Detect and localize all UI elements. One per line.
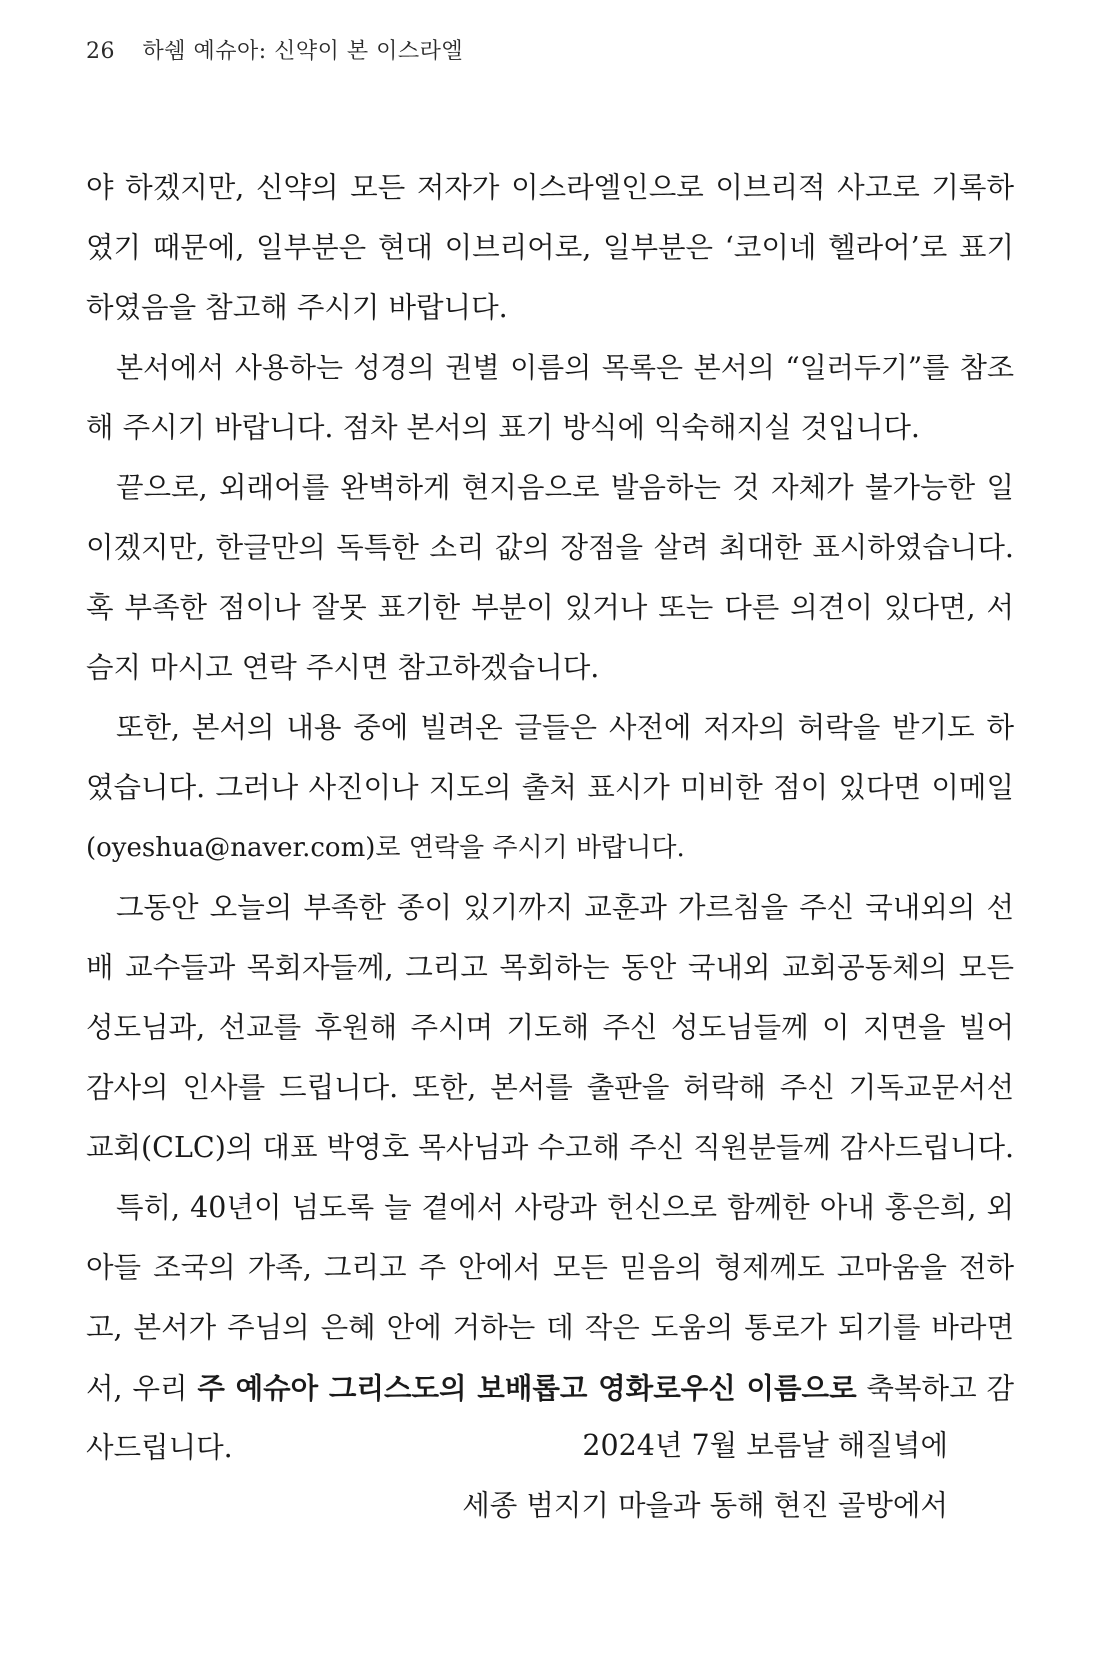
text-line: 혹 부족한 점이나 잘못 표기한 부분이 있거나 또는 다른 의견이 있다면, 서 xyxy=(86,591,1014,624)
signoff xyxy=(462,1416,948,1536)
text-line: 야 하겠지만, 신약의 모든 저자가 이스라엘인으로 이브리적 사고로 기록하 xyxy=(86,171,1014,204)
blessing-before: 서, 우리 xyxy=(86,1372,198,1405)
text-line: 본서에서 사용하는 성경의 권별 이름의 목록은 본서의 “일러두기”를 참조 xyxy=(116,351,1014,384)
text-line: 하였음을 참고해 주시기 바랍니다. xyxy=(86,291,508,324)
text-line: 슴지 마시고 연락 주시면 참고하겠습니다. xyxy=(86,651,600,684)
text-line: 성도님과, 선교를 후원해 주시며 기도해 주신 성도님들께 이 지면을 빌어 xyxy=(86,1011,1014,1044)
closing-line: 사드립니다. xyxy=(86,1431,233,1464)
text-line: 였기 때문에, 일부분은 현대 이브리어로, 일부분은 ‘코이네 헬라어’로 표기 xyxy=(86,231,1014,264)
body-text xyxy=(86,158,1014,1478)
text-line: 감사의 인사를 드립니다. 또한, 본서를 출판을 허락해 주신 기독교문서선 xyxy=(86,1071,1014,1104)
email-line: (oyeshua@naver.com)로 연락을 주시기 바랍니다. xyxy=(86,833,685,863)
page-number: 26 xyxy=(86,39,115,64)
blessing-emphasis: 주 예슈아 그리스도의 보배롭고 영화로우신 이름으로 xyxy=(197,1371,857,1405)
text-line: 그동안 오늘의 부족한 종이 있기까지 교훈과 가르침을 주신 국내외의 선 xyxy=(116,891,1014,924)
text-line: 였습니다. 그러나 사진이나 지도의 출처 표시가 미비한 점이 있다면 이메일 xyxy=(86,771,1014,804)
text-line: 고, 본서가 주님의 은혜 안에 거하는 데 작은 도움의 통로가 되기를 바라면 xyxy=(86,1311,1014,1344)
signoff-date: 2024년 7월 보름날 해질녘에 xyxy=(582,1429,948,1462)
blessing-line xyxy=(86,1358,1014,1418)
text-line: 아들 조국의 가족, 그리고 주 안에서 모든 믿음의 형제께도 고마움을 전하 xyxy=(86,1251,1014,1284)
book-title: 하쉠 예슈아: 신약이 본 이스라엘 xyxy=(142,39,464,64)
signoff-place: 세종 범지기 마을과 동해 현진 골방에서 xyxy=(462,1489,948,1522)
text-line: 특히, 40년이 넘도록 늘 곁에서 사랑과 헌신으로 함께한 아내 홍은희, 외 xyxy=(116,1191,1014,1224)
text-line: 배 교수들과 목회자들께, 그리고 목회하는 동안 국내외 교회공동체의 모든 xyxy=(86,951,1014,984)
text-line: 끝으로, 외래어를 완벽하게 현지음으로 발음하는 것 자체가 불가능한 일 xyxy=(116,471,1014,504)
text-line: 이겠지만, 한글만의 독특한 소리 값의 장점을 살려 최대한 표시하였습니다. xyxy=(86,531,1014,564)
text-line: 또한, 본서의 내용 중에 빌려온 글들은 사전에 저자의 허락을 받기도 하 xyxy=(116,711,1014,744)
running-header xyxy=(86,34,463,65)
blessing-after: 축복하고 감 xyxy=(856,1372,1014,1405)
text-line: 교회(CLC)의 대표 박영호 목사님과 수고해 주신 직원분들께 감사드립니다. xyxy=(86,1131,1015,1164)
text-line: 해 주시기 바랍니다. 점차 본서의 표기 방식에 익숙해지실 것입니다. xyxy=(86,411,920,444)
